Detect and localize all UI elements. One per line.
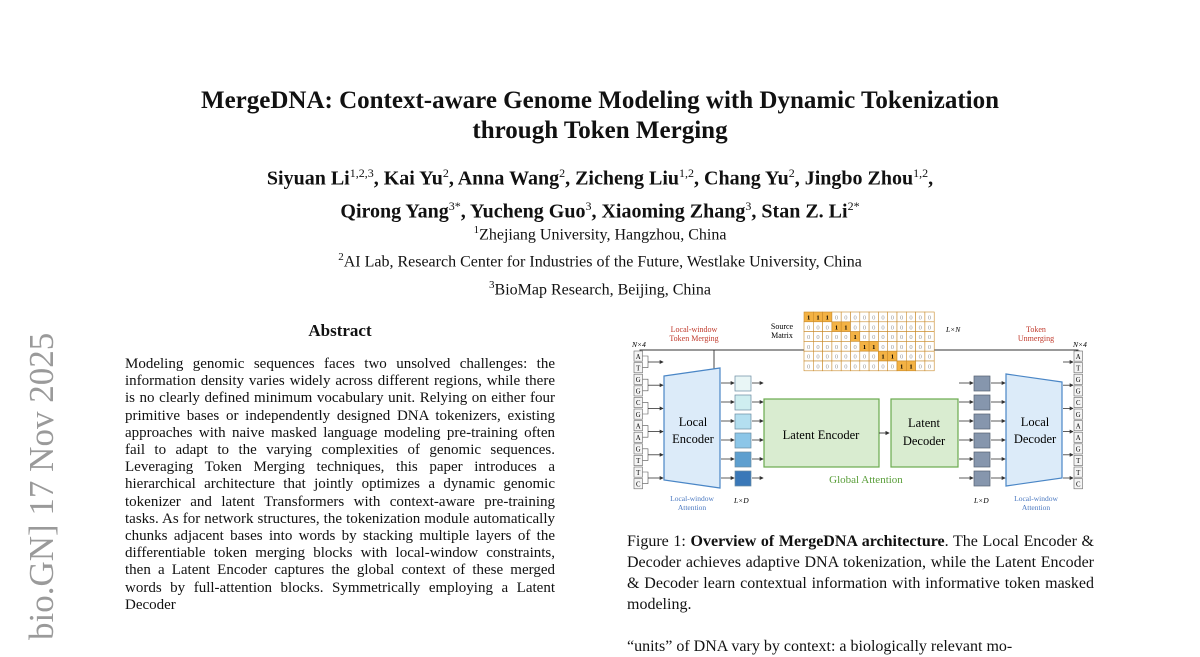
matrix-cell-value: 0 [927, 343, 932, 351]
label-merging-2: Token Merging [669, 334, 719, 343]
matrix-cell-value: 0 [909, 314, 913, 322]
label-unmerging-1: Token [1026, 325, 1046, 334]
matrix-cell-value: 0 [881, 343, 885, 351]
matrix-cell-value: 0 [890, 314, 894, 322]
matrix-cell-value: 0 [825, 334, 829, 342]
local-encoder-label-1: Local [678, 415, 708, 429]
matrix-cell-value: 0 [816, 353, 820, 361]
matrix-cell-value: 0 [825, 324, 829, 332]
matrix-cell-value: 0 [807, 353, 811, 361]
author-name: Xiaoming Zhang [601, 200, 746, 223]
matrix-cell-value: 1 [816, 314, 820, 322]
author-name: Siyuan Li [266, 167, 350, 190]
affiliation-text: Zhejiang University, Hangzhou, China [479, 226, 727, 244]
author-name: Anna Wang [457, 167, 560, 190]
affiliation-marker: 2 [338, 251, 344, 264]
figure-1 [624, 310, 1094, 520]
matrix-cell-value: 0 [807, 363, 811, 371]
latent-token [735, 376, 751, 391]
abstract-text: Modeling genomic sequences faces two unsolved challenges: the information density varies widely across different regions, while there is no clearly defined minimum vocabulary unit. Relying on either four primitive bases or independently designed DNA tokenizers, existing approaches with naive masked language modeling pre-training often fail to adapt to the varying complexities of genomic sequences. Leveraging Token Merging techniques, this paper introduces a hierarchical architecture that jointly optimizes a dynamic genomic tokenizer and latent Transformers with context-aware pre-training tasks. As for network structures, the tokenization module automatically chunks adjacent bases into words by stacking multiple layers of the differentiable token merging blocks with local-window constraints, then a Latent Encoder captures the global context of these merged words by full-attention blocks. Symmetrically employing a Latent Decoder [125, 356, 555, 613]
title-line-1: MergeDNA: Context-aware Genome Modeling with Dynamic Tokenization [200, 87, 1000, 114]
matrix-cell-value: 1 [872, 343, 876, 351]
lw-attention-left-2: Attention [677, 503, 707, 512]
base-letter: T [1076, 469, 1081, 477]
matrix-cell-value: 0 [909, 353, 913, 361]
latent-token [735, 452, 751, 467]
local-decoder-label-2: Decoder [1013, 432, 1057, 446]
matrix-cell-value: 1 [890, 353, 894, 361]
matrix-cell-value: 0 [853, 363, 857, 371]
author-list [0, 160, 1200, 225]
matrix-cell-value: 0 [807, 324, 811, 332]
affiliation-text: AI Lab, Research Center for Industries of the Future, Westlake University, China [343, 253, 862, 271]
matrix-cell-value: 0 [872, 363, 876, 371]
affiliation [0, 219, 1200, 246]
architecture-diagram [624, 310, 1094, 520]
author-affil-marker: 1,2 [913, 166, 929, 180]
pair-bracket [643, 356, 649, 368]
base-letter: T [636, 469, 641, 477]
author-affil-marker: 1,2 [679, 166, 695, 180]
matrix-cell-value: 0 [862, 334, 867, 342]
author-name: Zicheng Liu [575, 167, 680, 190]
base-letter: A [635, 423, 641, 431]
matrix-cell-value: 0 [834, 334, 839, 342]
caption-rest: . The Local Encoder & Decoder achieves adaptive DNA tokenization, while the Latent Encoder & Decoder learn contextual information with informative token masked modeling. [627, 533, 1094, 613]
matrix-cell-value: 0 [918, 363, 922, 371]
matrix-cell-value: 0 [918, 314, 922, 322]
author-name: Yucheng Guo [470, 200, 586, 223]
matrix-cell-value: 1 [900, 363, 904, 371]
source-matrix [804, 312, 934, 371]
base-letter: G [1075, 446, 1081, 454]
latent-decoder-label-2: Decoder [902, 434, 946, 448]
lw-attention-left-1: Local-window [670, 494, 714, 503]
matrix-cell-value: 0 [853, 353, 857, 361]
base-letter: G [635, 446, 641, 454]
local-encoder-label-2: Encoder [672, 432, 714, 446]
base-letter: C [1075, 400, 1081, 408]
base-letter: T [1076, 365, 1081, 373]
base-letter: A [635, 435, 641, 442]
matrix-cell-value: 0 [816, 334, 820, 342]
label-lxd-right: L×D [974, 496, 989, 505]
affiliation [0, 246, 1200, 273]
base-letter: G [1075, 411, 1081, 419]
base-letter: T [636, 365, 641, 373]
matrix-cell-value: 0 [872, 334, 876, 342]
matrix-cell-value: 0 [844, 353, 848, 361]
latent-tokens-right [974, 376, 990, 486]
matrix-cell-value: 0 [909, 324, 913, 332]
matrix-cell-value: 0 [872, 314, 876, 322]
affiliation-text: BioMap Research, Beijing, China [494, 280, 711, 298]
matrix-cell-value: 1 [834, 324, 839, 332]
lw-attention-right-1: Local-window [1014, 494, 1058, 503]
author-affil-marker: 2 [788, 166, 795, 180]
matrix-cell-value: 0 [872, 353, 876, 361]
global-attention-label: Global Attention [829, 474, 903, 486]
matrix-cell-value: 0 [927, 353, 932, 361]
base-letter: A [635, 353, 641, 361]
author-separator: , [751, 200, 762, 223]
affiliation-marker: 1 [473, 224, 480, 236]
matrix-cell-value: 0 [881, 324, 885, 332]
base-letter: G [635, 377, 641, 384]
matrix-cell-value: 0 [844, 334, 848, 342]
pair-bracket [643, 379, 649, 391]
matrix-cell-value: 1 [881, 353, 885, 361]
matrix-cell-value: 0 [918, 334, 922, 342]
matrix-cell-value: 1 [853, 334, 857, 342]
matrix-cell-value: 0 [900, 324, 904, 332]
base-letter: C [1075, 481, 1081, 489]
label-nx4-right: N×4 [1073, 340, 1087, 349]
matrix-cell-value: 0 [816, 363, 820, 371]
pair-bracket [643, 449, 649, 461]
author-separator: , [694, 167, 705, 190]
latent-decoder-block [891, 399, 958, 467]
author-affil-marker: 2* [847, 198, 860, 213]
matrix-cell-value: 0 [881, 363, 885, 371]
matrix-cell-value: 0 [807, 334, 811, 342]
matrix-cell-value: 0 [890, 324, 894, 332]
matrix-cell-value: 0 [881, 334, 885, 342]
matrix-cell-value: 1 [909, 363, 913, 371]
label-nx4-left: N×4 [632, 340, 646, 349]
matrix-cell-value: 0 [844, 314, 848, 322]
label-lxn: L×N [946, 325, 961, 334]
matrix-cell-value: 0 [862, 353, 867, 361]
label-source-1: Source [770, 322, 794, 331]
matrix-cell-value: 0 [918, 324, 922, 332]
matrix-cell-value: 0 [890, 343, 894, 351]
latent-token [974, 395, 990, 410]
latent-token [974, 452, 990, 467]
matrix-cell-value: 0 [862, 314, 867, 322]
matrix-cell-value: 0 [816, 343, 820, 351]
matrix-cell-value: 0 [862, 324, 867, 332]
arxiv-stamp: bio.GN] 17 Nov 2025 [22, 332, 61, 640]
affiliation-list [0, 219, 1200, 301]
abstract-heading: Abstract [308, 321, 372, 340]
matrix-cell-value: 0 [918, 343, 922, 351]
base-letter: A [1075, 423, 1081, 431]
matrix-cell-value: 1 [825, 314, 829, 322]
latent-token [974, 471, 990, 486]
pair-bracket [643, 402, 649, 414]
base-letter: G [635, 388, 641, 396]
matrix-cell-value: 0 [918, 353, 922, 361]
latent-token [735, 414, 751, 429]
base-letter: C [635, 400, 641, 408]
figure-caption [627, 531, 1094, 615]
latent-encoder-label: Latent Encoder [782, 428, 860, 442]
matrix-cell-value: 0 [927, 363, 932, 371]
author-name: Chang Yu [704, 167, 789, 190]
paper-title [0, 86, 1200, 146]
author-separator: , [460, 200, 471, 223]
matrix-cell-value: 0 [834, 363, 839, 371]
matrix-cell-value: 0 [853, 324, 857, 332]
matrix-cell-value: 0 [900, 353, 904, 361]
matrix-cell-value: 0 [927, 314, 932, 322]
author-affil-marker: 3 [745, 198, 752, 213]
matrix-cell-value: 0 [807, 343, 811, 351]
matrix-cell-value: 0 [890, 334, 894, 342]
author-name: Qirong Yang [340, 200, 449, 223]
author-affil-marker: 1,2,3 [349, 166, 374, 180]
base-letter: G [1075, 377, 1081, 384]
author-separator: , [373, 167, 384, 190]
matrix-cell-value: 1 [844, 324, 848, 332]
latent-token [735, 395, 751, 410]
author-separator: , [928, 167, 934, 190]
local-decoder-block [1006, 374, 1062, 486]
author-affil-marker: 2 [559, 166, 566, 180]
author-affil-marker: 3* [448, 198, 461, 213]
label-lxd-left: L×D [734, 496, 749, 505]
matrix-cell-value: 0 [909, 334, 913, 342]
matrix-cell-value: 0 [834, 314, 839, 322]
matrix-cell-value: 0 [844, 343, 848, 351]
matrix-cell-value: 0 [834, 343, 839, 351]
author-separator: , [565, 167, 576, 190]
author-separator: , [794, 167, 805, 190]
base-letter: T [1076, 458, 1081, 466]
matrix-cell-value: 0 [927, 334, 932, 342]
matrix-cell-value: 0 [900, 314, 904, 322]
latent-token [735, 471, 751, 486]
matrix-cell-value: 0 [890, 363, 894, 371]
base-letter: G [1075, 388, 1081, 396]
pair-bracket [643, 472, 649, 484]
matrix-cell-value: 0 [900, 334, 904, 342]
output-sequence [1074, 351, 1083, 489]
matrix-cell-value: 0 [909, 343, 913, 351]
title-line-2: through Token Merging [472, 117, 728, 144]
latent-tokens-left [735, 376, 751, 486]
author-name: Stan Z. Li [761, 200, 848, 223]
matrix-cell-value: 0 [816, 324, 820, 332]
latent-decoder-label-1: Latent [908, 416, 940, 430]
author-affil-marker: 3 [585, 198, 592, 213]
body-text-line: “units” of DNA vary by context: a biologically relevant mo- [627, 638, 1013, 655]
caption-bold: Overview of MergeDNA architecture [690, 533, 945, 550]
pair-bracket [643, 426, 649, 438]
latent-token [735, 433, 751, 448]
matrix-cell-value: 0 [853, 343, 857, 351]
matrix-cell-value: 0 [927, 324, 932, 332]
matrix-cell-value: 1 [862, 343, 867, 351]
label-unmerging-2: Unmerging [1017, 334, 1055, 343]
author-name: Kai Yu [383, 167, 443, 190]
matrix-cell-value: 0 [872, 324, 876, 332]
matrix-cell-value: 0 [825, 353, 829, 361]
label-merging-1: Local-window [670, 325, 718, 334]
author-name: Jingbo Zhou [804, 167, 914, 190]
base-letter: A [1075, 353, 1081, 361]
latent-token [974, 414, 990, 429]
latent-token [974, 433, 990, 448]
lw-attention-right-2: Attention [1021, 503, 1051, 512]
latent-token [974, 376, 990, 391]
matrix-cell-value: 0 [881, 314, 885, 322]
author-separator: , [591, 200, 602, 223]
local-decoder-label-1: Local [1020, 415, 1050, 429]
matrix-cell-value: 0 [834, 353, 839, 361]
base-letter: G [635, 411, 641, 419]
matrix-cell-value: 0 [825, 363, 829, 371]
matrix-cell-value: 0 [844, 363, 848, 371]
matrix-cell-value: 0 [853, 314, 857, 322]
matrix-cell-value: 0 [862, 363, 867, 371]
matrix-cell-value: 1 [807, 314, 811, 322]
author-affil-marker: 2 [442, 166, 449, 180]
base-letter: C [635, 481, 641, 489]
caption-prefix: Figure 1: [627, 533, 691, 550]
base-letter: A [1075, 435, 1081, 442]
matrix-cell-value: 0 [825, 343, 829, 351]
affiliation-marker: 3 [489, 278, 495, 291]
affiliation [0, 274, 1200, 301]
author-line-1 [0, 160, 1200, 193]
input-sequence [634, 351, 643, 489]
matrix-cell-value: 0 [900, 343, 904, 351]
base-letter: T [636, 458, 641, 466]
author-separator: , [448, 167, 458, 190]
label-source-2: Matrix [771, 331, 793, 340]
